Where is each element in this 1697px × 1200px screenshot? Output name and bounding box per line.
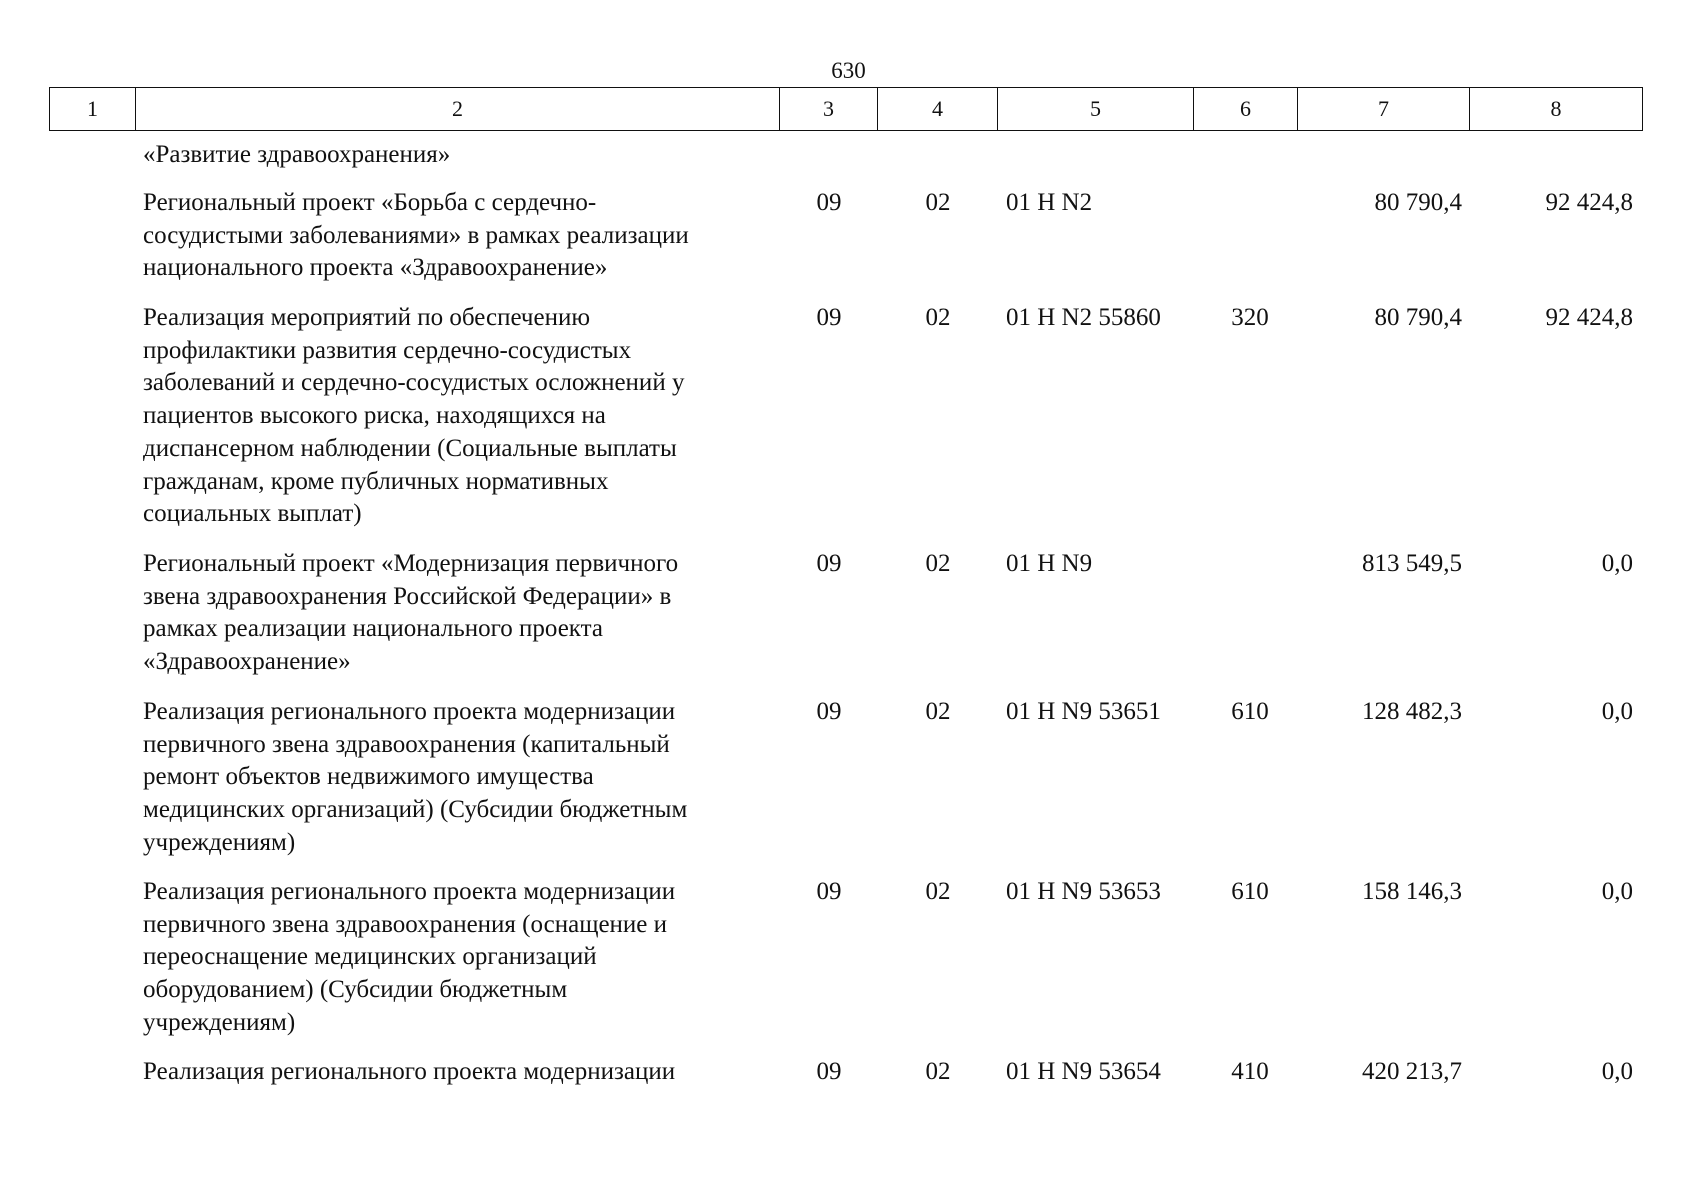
row-target-code: 01 Н N2 55860	[1006, 304, 1161, 331]
row-description: Реализация регионального проекта модернизации	[143, 1058, 676, 1085]
row-amount-col7: 80 790,4	[1374, 304, 1462, 331]
row-subsection-code: 02	[925, 550, 951, 577]
header-col-3: 3	[780, 88, 878, 130]
row-description: Реализация регионального проекта модернизации первичного звена здравоохранения (оснащение и переоснащение медицинских организаций оборудованием) (Субсидии бюджетным учреждениям)	[143, 878, 676, 1036]
row-description: Региональный проект «Модернизация первичного звена здравоохранения Российской Федерации» в рамках реализации национального проекта «Здравоохранение»	[143, 550, 679, 676]
header-col-5: 5	[998, 88, 1194, 130]
row-description: «Развитие здравоохранения»	[143, 141, 451, 168]
row-description: Региональный проект «Борьба с сердечно- сосудистыми заболеваниями» в рамках реализации национального проекта «Здравоохранение»	[143, 189, 689, 282]
row-section-code: 09	[816, 550, 842, 577]
row-amount-col7: 813 549,5	[1362, 550, 1462, 577]
row-subsection-code: 02	[925, 189, 951, 216]
header-col-6: 6	[1194, 88, 1298, 130]
row-subsection-code: 02	[925, 1058, 951, 1085]
row-expense-type: 410	[1231, 1058, 1269, 1085]
row-section-code: 09	[816, 878, 842, 905]
row-target-code: 01 Н N9 53654	[1006, 1058, 1161, 1085]
row-section-code: 09	[816, 189, 842, 216]
row-target-code: 01 Н N9	[1006, 550, 1093, 577]
row-amount-col8: 92 424,8	[1545, 189, 1633, 216]
row-target-code: 01 Н N9 53653	[1006, 878, 1161, 905]
row-amount-col8: 92 424,8	[1545, 304, 1633, 331]
row-section-code: 09	[816, 698, 842, 725]
row-target-code: 01 Н N9 53651	[1006, 698, 1161, 725]
row-subsection-code: 02	[925, 304, 951, 331]
row-description: Реализация регионального проекта модернизации первичного звена здравоохранения (капитальный ремонт объектов недвижимого имущества медицинских организаций) (Субсидии бюджетным учреждениям)	[143, 698, 688, 856]
row-expense-type: 610	[1231, 698, 1269, 725]
row-target-code: 01 Н N2	[1006, 189, 1093, 216]
row-subsection-code: 02	[925, 698, 951, 725]
row-amount-col7: 158 146,3	[1362, 878, 1462, 905]
header-col-7: 7	[1298, 88, 1470, 130]
row-amount-col7: 420 213,7	[1362, 1058, 1462, 1085]
row-amount-col8: 0,0	[1601, 550, 1633, 577]
row-amount-col8: 0,0	[1601, 698, 1633, 725]
table-header-row	[49, 87, 1643, 131]
header-col-8: 8	[1550, 96, 1562, 121]
header-col-4: 4	[878, 88, 998, 130]
row-section-code: 09	[816, 1058, 842, 1085]
row-expense-type: 610	[1231, 878, 1269, 905]
row-amount-col7: 80 790,4	[1374, 189, 1462, 216]
row-amount-col8: 0,0	[1601, 1058, 1633, 1085]
row-description: Реализация мероприятий по обеспечению профилактики развития сердечно-сосудистых заболеваний и сердечно-сосудистых осложнений у пациентов высокого риска, находящихся на диспансерном наблюдении (Социальные выплаты гражданам, кроме публичных нормативных социальных выплат)	[143, 304, 685, 528]
row-expense-type: 320	[1231, 304, 1269, 331]
row-amount-col7: 128 482,3	[1362, 698, 1462, 725]
row-amount-col8: 0,0	[1601, 878, 1633, 905]
row-subsection-code: 02	[925, 878, 951, 905]
header-col-2: 2	[136, 88, 780, 130]
page-number: 630	[831, 58, 866, 83]
header-col-1: 1	[50, 88, 136, 130]
row-section-code: 09	[816, 304, 842, 331]
